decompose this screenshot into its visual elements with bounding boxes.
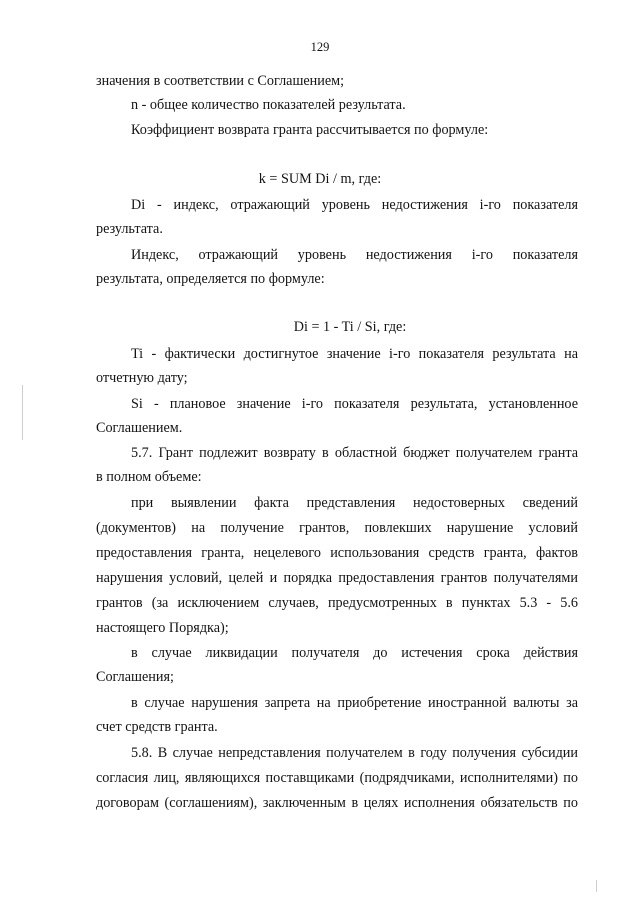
formula-di: Di = 1 - Ti / Si, где: [293,319,407,335]
text-line: (документов) на получение грантов, повлекших нарушение условий [96,520,578,536]
formula-k: k = SUM Di / m, где: [258,171,382,187]
scan-margin-mark [596,880,597,892]
scan-margin-mark [22,385,23,440]
text-line: 5.8. В случае непредставления получателем в году получения субсидии [131,745,578,761]
text-line: настоящего Порядка); [96,620,229,636]
page-number: 129 [310,40,330,54]
text-line: предоставления гранта, нецелевого использования средств гранта, фактов [96,545,578,561]
text-line: нарушения условий, целей и порядка предоставления грантов получателями [96,570,578,586]
text-line: счет средств гранта. [96,719,218,735]
text-line: Si - плановое значение i-го показателя результата, установленное [131,396,578,412]
text-line: Коэффициент возврата гранта рассчитывается по формуле: [131,122,489,138]
text-line: отчетную дату; [96,370,188,386]
text-line: результата. [96,221,163,237]
text-line: Ti - фактически достигнутое значение i-го показателя результата на [131,346,578,362]
text-line: согласия лиц, являющихся поставщиками (подрядчиками, исполнителями) по [96,770,578,786]
text-line: в случае ликвидации получателя до истечения срока действия [131,645,578,661]
text-line: Di - индекс, отражающий уровень недостижения i-го показателя [131,197,578,213]
text-line: грантов (за исключением случаев, предусмотренных в пунктах 5.3 - 5.6 [96,595,578,611]
text-line: при выявлении факта представления недостоверных сведений [131,495,578,511]
text-line: Соглашения; [96,669,174,685]
text-line: Индекс, отражающий уровень недостижения i-го показателя [131,247,578,263]
text-line: договорам (соглашениям), заключенным в целях исполнения обязательств по [96,795,578,811]
text-line: значения в соответствии с Соглашением; [96,73,345,89]
text-line: в случае нарушения запрета на приобретение иностранной валюты за [131,695,578,711]
text-line: в полном объеме: [96,469,202,485]
text-line: 5.7. Грант подлежит возврату в областной бюджет получателем гранта [131,445,578,461]
text-line: Соглашением. [96,420,183,436]
text-line: результата, определяется по формуле: [96,271,325,287]
text-line: n - общее количество показателей результата. [131,97,406,113]
